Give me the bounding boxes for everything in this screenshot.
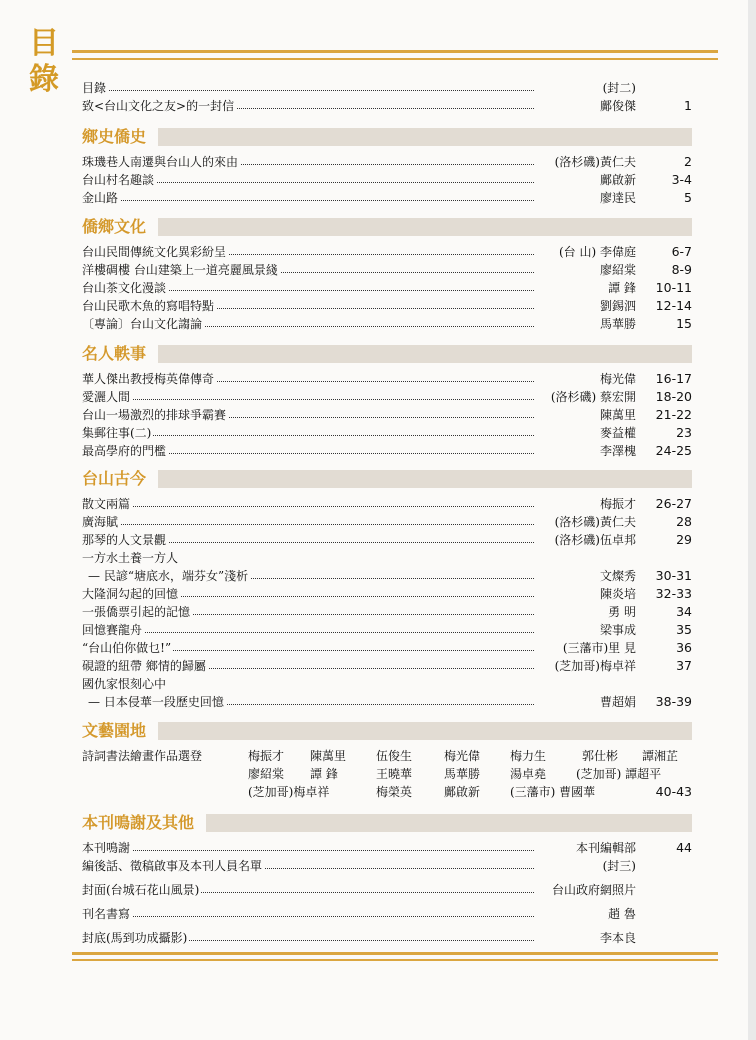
entry-title: 台山一場激烈的排球爭霸賽 (82, 408, 227, 422)
leader-dots (88, 506, 582, 507)
entry-title: 珠璣巷人南遷與台山人的來由 (82, 155, 239, 169)
leader-dots (88, 916, 582, 917)
artist-name: 陳萬里 (310, 749, 347, 763)
artist-name: 鄺啟新 (444, 785, 481, 799)
toc-entry (82, 97, 692, 115)
section-taishan-past-present (78, 468, 692, 488)
entry-title: 刊名書寫 (82, 907, 131, 921)
entry-title: 台山村名趣談 (82, 173, 155, 187)
artist-name: 梅榮英 (376, 785, 413, 799)
entry-author: 陳萬里 (534, 406, 636, 424)
toc-entry (82, 657, 692, 675)
toc-entry (82, 549, 692, 567)
entry-title: 目錄 (82, 81, 107, 95)
section-heading: 鄉史僑史 (78, 126, 158, 148)
entry-author: 台山政府網照片 (534, 881, 636, 899)
section-arts (78, 720, 692, 740)
entry-author: (三藩市)里 見 (534, 639, 636, 657)
entry-page: 32-33 (655, 586, 692, 601)
entry-page: 1 (684, 98, 692, 113)
toc-entry (82, 279, 692, 297)
entry-title: 封底(馬到功成攝影) (82, 931, 188, 945)
entry-author: 麥益權 (534, 424, 636, 442)
toc-entry (82, 315, 692, 333)
entry-author: (洛杉磯) 蔡宏開 (534, 388, 636, 406)
leader-dots (88, 399, 582, 400)
entry-author: (封三) (534, 857, 636, 875)
toc-entry (82, 585, 692, 603)
entry-page: 28 (676, 514, 692, 529)
entry-author: 廖紹棠 (534, 261, 636, 279)
entry-author: 梅振才 (534, 495, 636, 513)
entry-title: 台山茶文化漫談 (82, 281, 167, 295)
entry-page: 23 (676, 425, 692, 440)
entry-author: (洛杉磯)黃仁夫 (534, 153, 636, 171)
artist-name: 郭仕彬 (582, 749, 619, 763)
entry-author: 鄺俊傑 (534, 97, 636, 115)
toc-entry (82, 881, 692, 899)
toc-entry (82, 857, 692, 875)
entry-author: 勇 明 (534, 603, 636, 621)
entry-title: “台山伯你做乜!” (82, 641, 172, 655)
section-band (148, 722, 692, 740)
entry-author: (洛杉磯)伍卓邦 (534, 531, 636, 549)
leader-dots (88, 524, 582, 525)
section-notable-people (78, 343, 692, 363)
entry-title: 封面(台城石花山風景) (82, 883, 200, 897)
entry-page: 29 (676, 532, 692, 547)
artist-name: (芝加哥)梅卓祥 (248, 785, 330, 799)
artist-name: 廖紹棠 (248, 767, 285, 781)
artist-name: 譚湘芷 (642, 749, 679, 763)
leader-dots (88, 182, 582, 183)
entry-title: 最高學府的門檻 (82, 444, 167, 458)
artist-name: 馬華勝 (444, 767, 481, 781)
artist-name: 梅力生 (510, 749, 547, 763)
leader-dots (88, 200, 582, 201)
entry-title: 本刊鳴謝 (82, 841, 131, 855)
entry-title: 台山民間傳統文化異彩紛呈 (82, 245, 227, 259)
entry-page: 2 (684, 154, 692, 169)
section-local-history (78, 126, 692, 146)
toc-entry (82, 531, 692, 549)
section-heading: 名人軼事 (78, 343, 158, 365)
bottom-rule-lower (72, 959, 718, 961)
entry-title: 散文兩篇 (82, 497, 131, 511)
toc-entry (82, 442, 692, 460)
entry-author: 劉錫泗 (534, 297, 636, 315)
entry-page: 24-25 (655, 443, 692, 458)
toc-entry (82, 370, 692, 388)
artist-name: (芝加哥) 譚超平 (576, 767, 662, 781)
entry-title: 廣海賦 (82, 515, 119, 529)
entry-title: 愛灑人間 (82, 390, 131, 404)
entry-title: 洋樓碉樓 台山建築上一道亮麗風景綫 (82, 263, 278, 277)
entry-page: 5 (684, 190, 692, 205)
entry-title: 一方水土養一方人 (82, 551, 179, 565)
artist-name: 湯卓堯 (510, 767, 547, 781)
entry-title: 〔專論〕台山文化謅論 (82, 317, 203, 331)
entry-page: 38-39 (655, 694, 692, 709)
section-credits (78, 812, 692, 832)
leader-dots (88, 850, 582, 851)
section-band (148, 470, 692, 488)
toc-entry (82, 621, 692, 639)
toc-entry (82, 929, 692, 947)
entry-title: 集郵往事(二) (82, 426, 152, 440)
artist-name: 梅光偉 (444, 749, 481, 763)
toc-entry (82, 839, 692, 857)
entry-title: 回憶賽龍舟 (82, 623, 143, 637)
entry-author: 梁事成 (534, 621, 636, 639)
entry-author: 馬華勝 (534, 315, 636, 333)
entry-page: 12-14 (655, 298, 692, 313)
entry-page: 34 (676, 604, 692, 619)
artist-name: (三藩市) 曹國華 (510, 785, 596, 799)
entry-page: 18-20 (655, 389, 692, 404)
entry-title: 那琴的人文景觀 (82, 533, 167, 547)
scan-edge (748, 0, 756, 1040)
section-band (148, 345, 692, 363)
entry-author: 曹超娟 (534, 693, 636, 711)
toc-entry (82, 495, 692, 513)
entry-author: 本刊編輯部 (534, 839, 636, 857)
arts-title: 詩詞書法繪畫作品選登 (82, 749, 203, 763)
section-heading: 本刊鳴謝及其他 (78, 812, 206, 834)
toc-entry (82, 406, 692, 424)
entry-author: 梅光偉 (534, 370, 636, 388)
toc-entry (82, 603, 692, 621)
entry-title: 台山民歌木魚的寫唱特點 (82, 299, 215, 313)
leader-dots (88, 435, 582, 436)
toc-entry (82, 79, 692, 97)
entry-title: 大隆洞勾起的回憶 (82, 587, 179, 601)
entry-page: 16-17 (655, 371, 692, 386)
entry-author: 文燦秀 (534, 567, 636, 585)
entry-title: 金山路 (82, 191, 119, 205)
toc-entry (82, 243, 692, 261)
section-heading: 文藝園地 (78, 720, 158, 742)
entry-author: 陳炎培 (534, 585, 636, 603)
top-rule-upper (72, 50, 718, 53)
entry-author: (台 山) 李偉庭 (534, 243, 636, 261)
title-char-1: 目 (29, 26, 59, 61)
entry-title: 硯證的紐帶 鄉情的歸屬 (82, 659, 206, 673)
entry-page: 26-27 (655, 496, 692, 511)
artist-name: 譚 鋒 (310, 767, 338, 781)
leader-dots (88, 632, 582, 633)
entry-title: 致<台山文化之友>的一封信 (82, 99, 235, 113)
toc-entry (82, 513, 692, 531)
toc-entry (82, 261, 692, 279)
entry-page: 15 (676, 316, 692, 331)
entry-author: 李本良 (534, 929, 636, 947)
section-band (148, 128, 692, 146)
entry-page: 10-11 (655, 280, 692, 295)
arts-page: 40-43 (655, 784, 692, 799)
toc-entry (82, 639, 692, 657)
section-heading: 僑鄉文化 (78, 216, 158, 238)
entry-author: 趙 魯 (534, 905, 636, 923)
toc-entry (82, 424, 692, 442)
entry-page: 6-7 (671, 244, 692, 259)
entry-title: — 民諺“塘底水，端芬女”淺析 (88, 569, 249, 583)
entry-author: (芝加哥)梅卓祥 (534, 657, 636, 675)
entry-author: 廖達民 (534, 189, 636, 207)
section-hometown-culture (78, 216, 692, 236)
entry-title: 華人傑出教授梅英偉傳奇 (82, 372, 215, 386)
top-rule-lower (72, 58, 718, 60)
artist-name: 梅振才 (248, 749, 285, 763)
entry-page: 21-22 (655, 407, 692, 422)
entry-author: 鄺啟新 (534, 171, 636, 189)
toc-entry (82, 567, 692, 585)
toc-entry (82, 675, 692, 693)
toc-entry (82, 153, 692, 171)
section-band (148, 814, 692, 832)
toc-entry (82, 297, 692, 315)
entry-author: (洛杉磯)黃仁夫 (534, 513, 636, 531)
entry-page: 36 (676, 640, 692, 655)
entry-author: 譚 鋒 (534, 279, 636, 297)
entry-page: 30-31 (655, 568, 692, 583)
artist-name: 伍俊生 (376, 749, 413, 763)
toc-entry (82, 388, 692, 406)
entry-title: — 日本侵華一段歷史回憶 (88, 695, 224, 709)
entry-page: 37 (676, 658, 692, 673)
entry-author: (封二) (534, 79, 636, 97)
entry-title: 一張僑票引起的記憶 (82, 605, 191, 619)
entry-title: 國仇家恨刻心中 (82, 677, 167, 691)
entry-page: 3-4 (671, 172, 692, 187)
entry-page: 8-9 (671, 262, 692, 277)
bottom-rule-upper (72, 952, 718, 955)
entry-title: 編後話、徵稿啟事及本刊人員名單 (82, 859, 263, 873)
toc-entry (82, 189, 692, 207)
section-heading: 台山古今 (78, 468, 158, 490)
leader-dots (88, 90, 582, 91)
entry-page: 35 (676, 622, 692, 637)
title-char-2: 錄 (29, 62, 59, 97)
section-band (148, 218, 692, 236)
entry-author: 李澤槐 (534, 442, 636, 460)
entry-page: 44 (676, 840, 692, 855)
toc-entry (82, 905, 692, 923)
artist-name: 王曉華 (376, 767, 413, 781)
toc-entry (82, 171, 692, 189)
toc-entry (82, 693, 692, 711)
